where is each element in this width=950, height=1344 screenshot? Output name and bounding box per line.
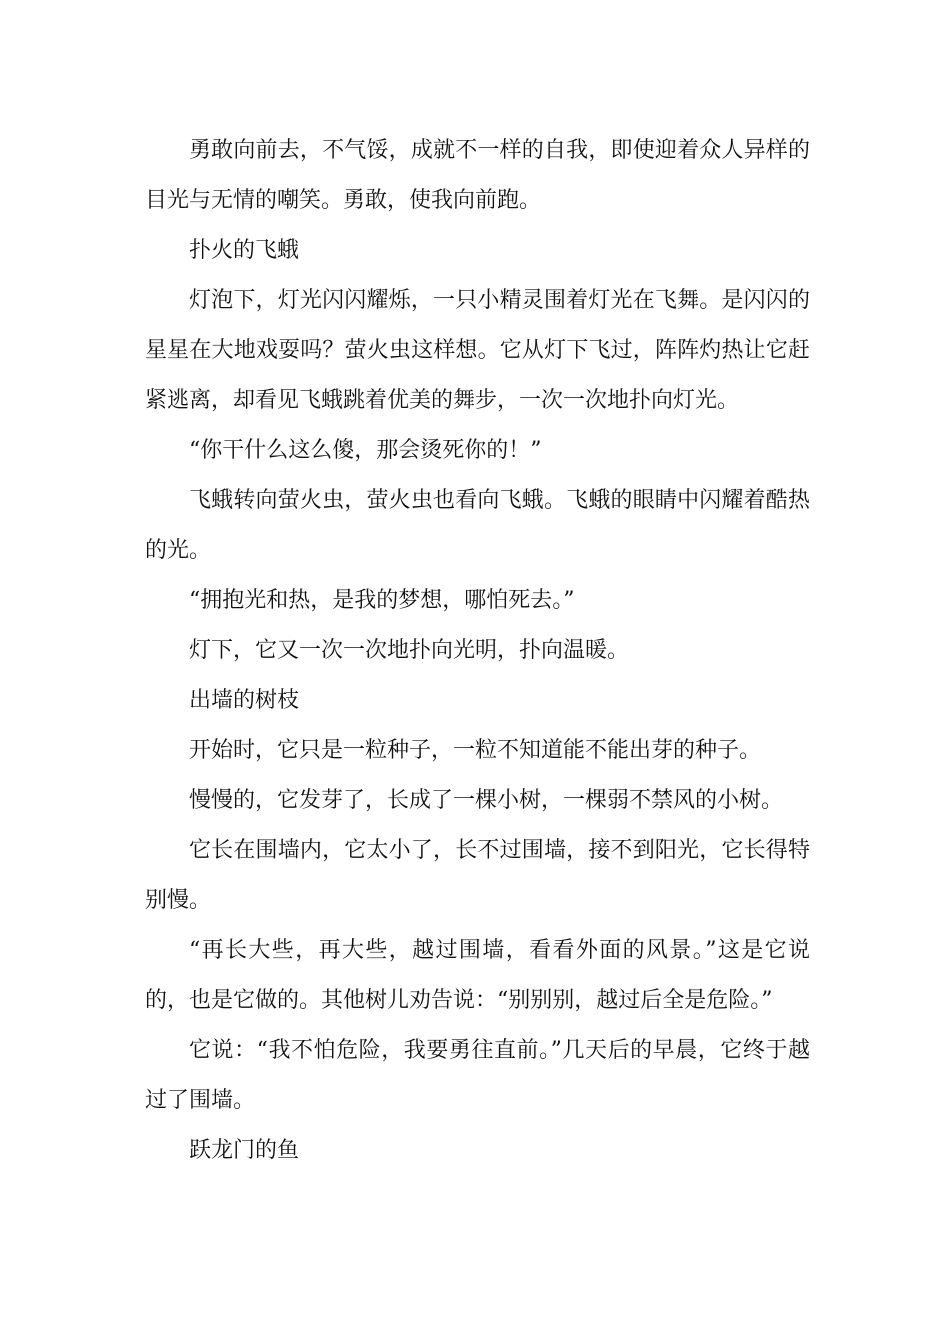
paragraph: 慢慢的，它发芽了，长成了一棵小树，一棵弱不禁风的小树。 — [189, 788, 784, 813]
paragraph: 它说：“我不怕危险，我要勇往直前。”几天后的早晨，它终于越过了围墙。 — [145, 1038, 810, 1113]
paragraph: 它长在围墙内，它太小了，长不过围墙，接不到阳光，它长得特别慢。 — [145, 838, 810, 913]
document-body — [145, 126, 810, 1176]
section-heading: 跃龙门的鱼 — [189, 1138, 300, 1163]
paragraph: 勇敢向前去，不气馁，成就不一样的自我，即使迎着众人异样的目光与无情的嘲笑。勇敢，使我向前跑。 — [145, 138, 810, 213]
section-heading: 扑火的飞蛾 — [189, 238, 300, 263]
paragraph: “拥抱光和热，是我的梦想，哪怕死去。” — [189, 588, 575, 613]
paragraph: 灯下，它又一次一次地扑向光明，扑向温暖。 — [189, 638, 630, 663]
paragraph: 开始时，它只是一粒种子，一粒不知道能不能出芽的种子。 — [189, 738, 762, 763]
paragraph: “再长大些，再大些，越过围墙，看看外面的风景。”这是它说的，也是它做的。其他树儿劝告说：“别别别，越过后全是危险。” — [145, 938, 810, 1013]
paragraph: “你干什么这么傻，那会烫死你的！” — [189, 438, 542, 463]
section-heading: 出墙的树枝 — [189, 688, 300, 713]
paragraph: 灯泡下，灯光闪闪耀烁，一只小精灵围着灯光在飞舞。是闪闪的星星在大地戏耍吗？萤火虫这样想。它从灯下飞过，阵阵灼热让它赶紧逃离，却看见飞蛾跳着优美的舞步，一次一次地扑向灯光。 — [145, 288, 810, 413]
paragraph: 飞蛾转向萤火虫，萤火虫也看向飞蛾。飞蛾的眼睛中闪耀着酷热的光。 — [145, 488, 810, 563]
